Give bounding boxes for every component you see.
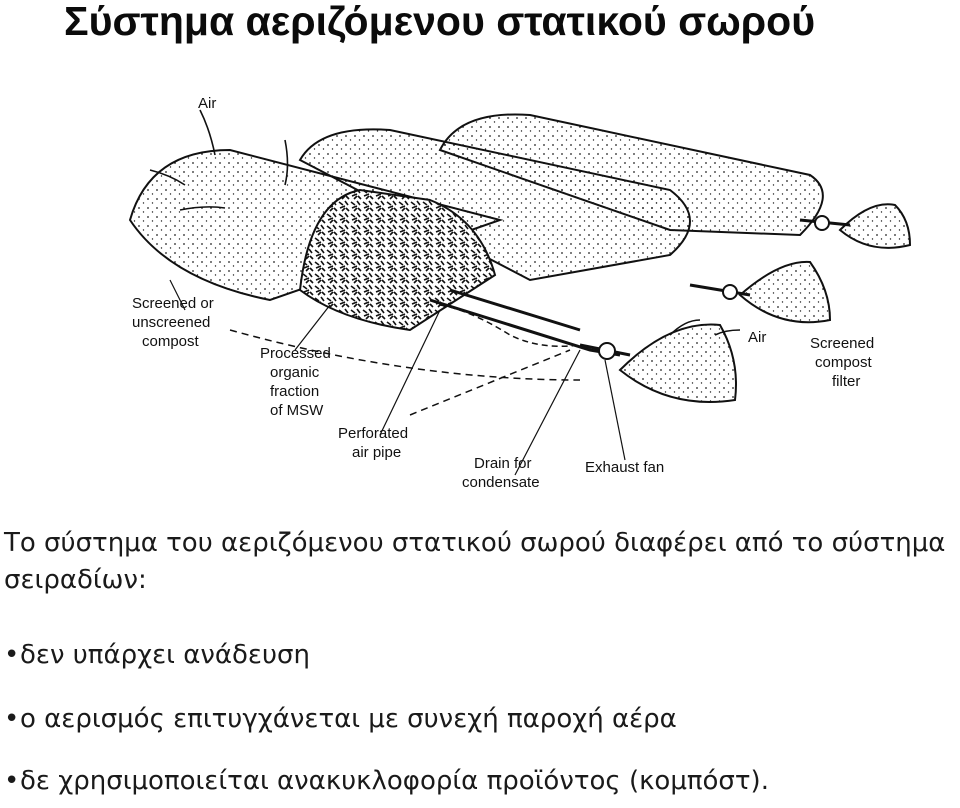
bullet-text: ο αερισμός επιτυγχάνεται με συνεχή παροχή αέρα (20, 704, 677, 734)
label-air-right: Air (748, 329, 767, 346)
intro-paragraph: Το σύστημα του αεριζόμενου στατικού σωρού διαφέρει από το σύστημα σειραδίων: (4, 528, 946, 595)
compost-filter-middle (740, 262, 830, 322)
svg-text:condensate: condensate (462, 474, 540, 491)
bullet-item: •ο αερισμός επιτυγχάνεται με συνεχή παροχή αέρα (4, 704, 677, 734)
compost-filter-back (840, 204, 910, 248)
svg-text:fraction: fraction (270, 383, 320, 400)
label-perforated-pipe: Perforated (338, 425, 409, 442)
compost-filter-front (620, 325, 736, 402)
bullet-item: •δε χρησιμοποιείται ανακυκλοφορία προϊόντος (κομπόστ). (4, 766, 769, 796)
svg-text:air pipe: air pipe (352, 444, 402, 461)
svg-text:of MSW: of MSW (270, 402, 324, 419)
exhaust-fan-icon (599, 343, 615, 359)
label-screened: Screened or (132, 295, 214, 312)
label-drain: Drain for (474, 455, 532, 472)
label-air-top: Air (198, 95, 217, 112)
aerated-static-pile-diagram (110, 80, 940, 500)
svg-text:filter: filter (832, 373, 861, 390)
label-exhaust-fan: Exhaust fan (585, 459, 665, 476)
svg-text:compost: compost (142, 333, 199, 350)
svg-text:organic: organic (270, 364, 320, 381)
label-filter: Screened (810, 335, 875, 352)
bullet-text: δεν υπάρχει ανάδευση (20, 640, 310, 670)
label-processed: Processed (260, 345, 331, 362)
bullet-text: δε χρησιμοποιείται ανακυκλοφορία προϊόντος (κομπόστ). (20, 766, 769, 796)
svg-text:compost: compost (815, 354, 872, 371)
svg-text:unscreened: unscreened (132, 314, 211, 331)
bullet-item: •δεν υπάρχει ανάδευση (4, 640, 310, 670)
page-title: Σύστημα αεριζόμενου στατικού σωρού (64, 0, 816, 44)
